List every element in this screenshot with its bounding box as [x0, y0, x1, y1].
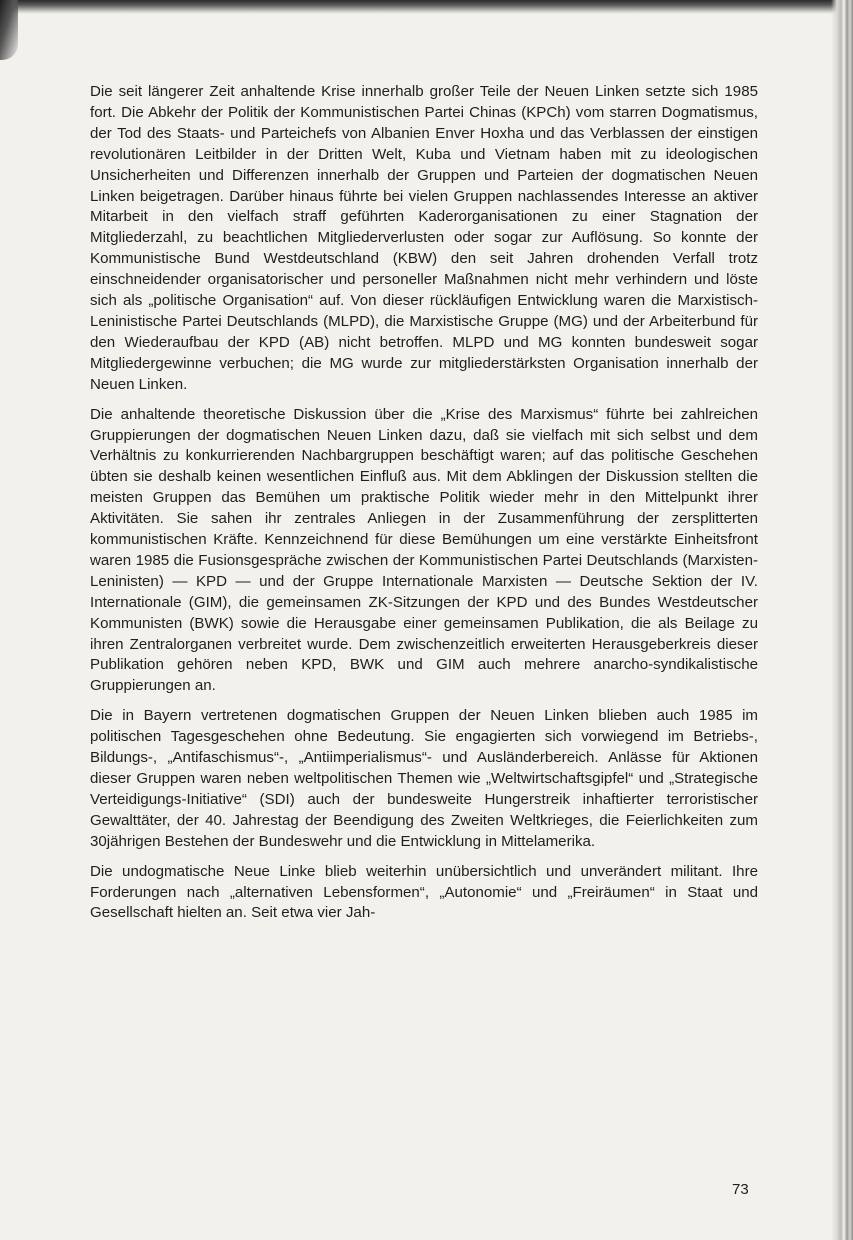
page-number: 73 [732, 1181, 749, 1198]
scan-right-edge [831, 0, 853, 1240]
paragraph-4: Die undogmatische Neue Linke blieb weiterhin unübersichtlich und unverändert militant. Ihre Forderungen nach „alternativen Lebensformen“, „Autonomie“ und „Freiräumen“ in Staat und Gesellschaft hielten an. Seit etwa vier Jah- [90, 862, 758, 922]
paragraph-2: Die anhaltende theoretische Diskussion über die „Krise des Marxismus“ führte bei zahlreichen Gruppierungen der dogmatischen Neuen Linken dazu, daß sie vielfach mit sich selbst und dem Verhältnis zu konkurrierenden Nachbargruppen beschäftigt waren; auf das politische Geschehen übten sie deshalb keinen wesentlichen Einfluß aus. Mit dem Abklingen der Diskussion stellten die meisten Gruppen das Bemühen um praktische Politik wieder mehr in den Mittelpunkt ihrer Aktivitäten. Sie sahen ihr zentrales Anliegen in der Zusammenführung der zersplitterten kommunistischen Kräfte. Kennzeichnend für diese Bemühungen um eine verstärkte Einheitsfront waren 1985 die Fusionsgespräche zwischen der Kommunistischen Partei Deutschlands (Marxisten-Leninisten) — KPD — und der Gruppe Internationale Marxisten — Deutsche Sektion der IV. Internationale (GIM), die gemeinsamen ZK-Sitzungen der KPD und des Bundes Westdeutscher Kommunisten (BWK) sowie die Herausgabe einer gemeinsamen Publikation, die als Beilage zu ihren Zentralorganen verbreitet wurde. Dem zwischenzeitlich erweiterten Herausgeberkreis dieser Publikation gehören neben KPD, BWK und GIM auch mehrere anarcho-syndikalistische Gruppierungen an. [90, 405, 758, 695]
scan-corner-shadow [0, 0, 18, 60]
paragraph-3: Die in Bayern vertretenen dogmatischen Gruppen der Neuen Linken blieben auch 1985 im politischen Tagesgeschehen ohne Bedeutung. Sie engagierten sich vorwiegend im Betriebs-, Bildungs-, „Antifaschismus“-, „Antiimperialismus“- und Ausländerbereich. Anlässe für Aktionen dieser Gruppen waren neben weltpolitischen Themen wie „Weltwirtschaftsgipfel“ und „Strategische Verteidigungs-Initiative“ (SDI) auch der bundesweite Hungerstreik inhaftierter terroristischer Gewalttäter, der 40. Jahrestag der Beendigung des Zweiten Weltkrieges, die Feierlichkeiten zum 30jährigen Bestehen der Bundeswehr und die Entwicklung in Mittelamerika. [90, 707, 758, 850]
paragraph-1: Die seit längerer Zeit anhaltende Krise innerhalb großer Teile der Neuen Linken setzte sich 1985 fort. Die Abkehr der Politik der Kommunistischen Partei Chinas (KPCh) vom starren Dogmatismus, der Tod des Staats- und Parteichefs von Albanien Enver Hoxha und das Verblassen der einstigen revolutionären Leitbilder in der Dritten Welt, Kuba und Vietnam haben mit zu ideologischen Unsicherheiten und Differenzen innerhalb der Gruppen und Parteien der dogmatischen Neuen Linken beigetragen. Darüber hinaus führte bei vielen Gruppen nachlassendes Interesse an aktiver Mitarbeit in den vielfach straff geführten Kaderorganisationen zu einer Stagnation der Mitgliederzahl, zu beachtlichen Mitgliederverlusten oder sogar zur Auflösung. So konnte der Kommunistische Bund Westdeutschland (KBW) den seit Jahren drohenden Verfall trotz einschneidender organisatorischer und personeller Maßnahmen nicht mehr verhindern und löste sich als „politische Organisation“ auf. Von dieser rückläufigen Entwicklung waren die Marxistisch-Leninistische Partei Deutschlands (MLPD), die Marxistische Gruppe (MG) und der Arbeiterbund für den Wiederaufbau der KPD (AB) nicht betroffen. MLPD und MG konnten bundesweit sogar Mitgliedergewinne verbuchen; die MG wurde zur mitgliederstärksten Organisation innerhalb der Neuen Linken. [90, 83, 758, 393]
body-text [90, 82, 758, 933]
scan-top-edge [0, 0, 853, 14]
